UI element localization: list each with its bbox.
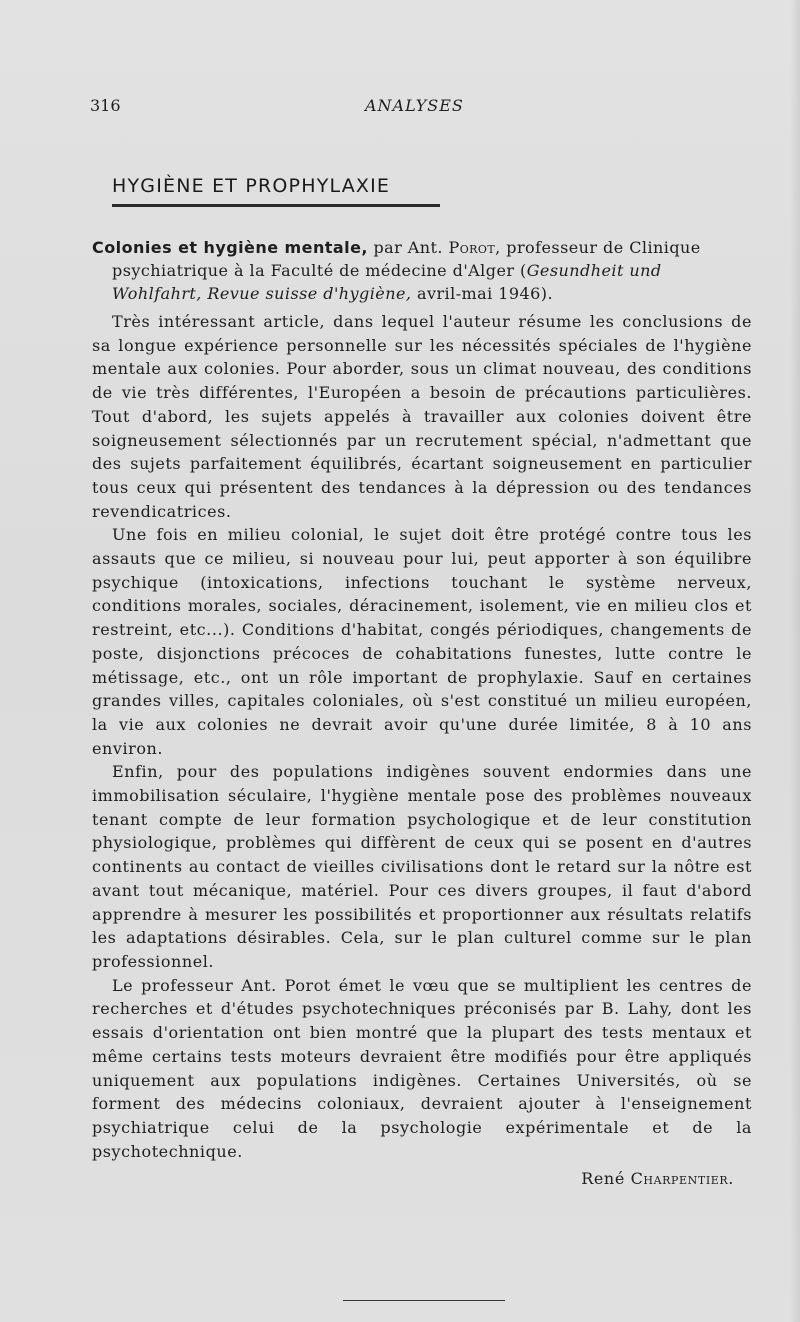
running-head xyxy=(90,96,690,118)
signature-first-name: René xyxy=(581,1169,625,1188)
reference-by: par Ant. xyxy=(373,238,443,257)
paragraph-1: Très intéressant article, dans lequel l'auteur résume les conclusions de sa longue expérience personnelle sur les nécessités spéciales de l'hygiène mentale aux colonies. Pour aborder, sous un climat nouveau, des conditions de vie très différentes, l'Européen a besoin de précautions particulières. Tout d'abord, les sujets appelés à travailler aux colonies doivent être soigneusement sélectionnés par un recrutement spécial, n'admettant que des sujets parfaitement équilibrés, écartant soigneusement en particulier tous ceux qui présentent des tendances à la dépression ou des tendances revendicatrices. xyxy=(92,312,752,521)
paragraph-2: Une fois en milieu colonial, le sujet doit être protégé contre tous les assauts que ce milieu, si nouveau pour lui, peut apporter à son équilibre psychique (intoxications, infections touchant le système nerveux, conditions morales, sociales, déracinement, isolement, vie en milieu clos et restreint, etc...). Conditions d'habitat, congés périodiques, changements de poste, disjonctions précoces de cohabitations funestes, lutte contre le métissage, etc., ont un rôle important de prophylaxie. Sauf en certaines grandes villes, capitales coloniales, où s'est constitué un milieu européen, la vie aux colonies ne devrait avoir qu'une durée limitée, 8 à 10 ans environ. xyxy=(92,525,752,758)
reference-date: avril-mai 1946). xyxy=(416,284,554,303)
article-body xyxy=(92,310,752,1163)
reference-title: Colonies et hygiène mentale, xyxy=(92,238,368,257)
running-title: ANALYSES xyxy=(365,96,464,115)
reference-affiliation: professeur de Clinique psychiatrique à la Faculté de médecine d'Alger ( xyxy=(112,238,701,280)
page-number: 316 xyxy=(90,96,121,115)
reference-journal: Gesundheit und Wohlfahrt, Revue suisse d'hygiène, xyxy=(112,261,662,303)
end-rule xyxy=(343,1300,505,1301)
section-heading: HYGIÈNE ET PROPHYLAXIE xyxy=(112,175,391,197)
reference-author: Porot, xyxy=(448,238,501,257)
signature xyxy=(581,1169,734,1188)
bibliographic-reference xyxy=(92,236,752,305)
signature-last-name: Charpentier. xyxy=(630,1169,734,1188)
heading-underline xyxy=(112,204,440,207)
paragraph-4: Le professeur Ant. Porot émet le vœu que se multiplient les centres de recherches et d'études psychotechniques préconisés par B. Lahy, dont les essais d'orientation ont bien montré que la plupart des tests mentaux et même certains tests moteurs devraient être modifiés pour être appliqués uniquement aux populations indigènes. Certaines Universités, où se forment des médecins coloniaux, devraient ajouter à l'enseignement psychiatrique celui de la psychologie expérimentale et de la psychotechnique. xyxy=(92,975,752,1161)
paragraph-3: Enfin, pour des populations indigènes souvent endormies dans une immobilisation séculaire, l'hygiène mentale pose des problèmes nouveaux tenant compte de leur formation psychologique et de leur constitution physiologique, problèmes qui diffèrent de ceux qui se posent en d'autres continents au contact de vieilles civilisations dont le retard sur la nôtre est avant tout mécanique, matériel. Pour ces divers groupes, il faut d'abord apprendre à mesurer les possibilités et proportionner aux résultats relatifs les adaptations désirables. Cela, sur le plan culturel comme sur le plan professionnel. xyxy=(92,762,752,971)
page-edge-shadow xyxy=(790,0,800,1322)
